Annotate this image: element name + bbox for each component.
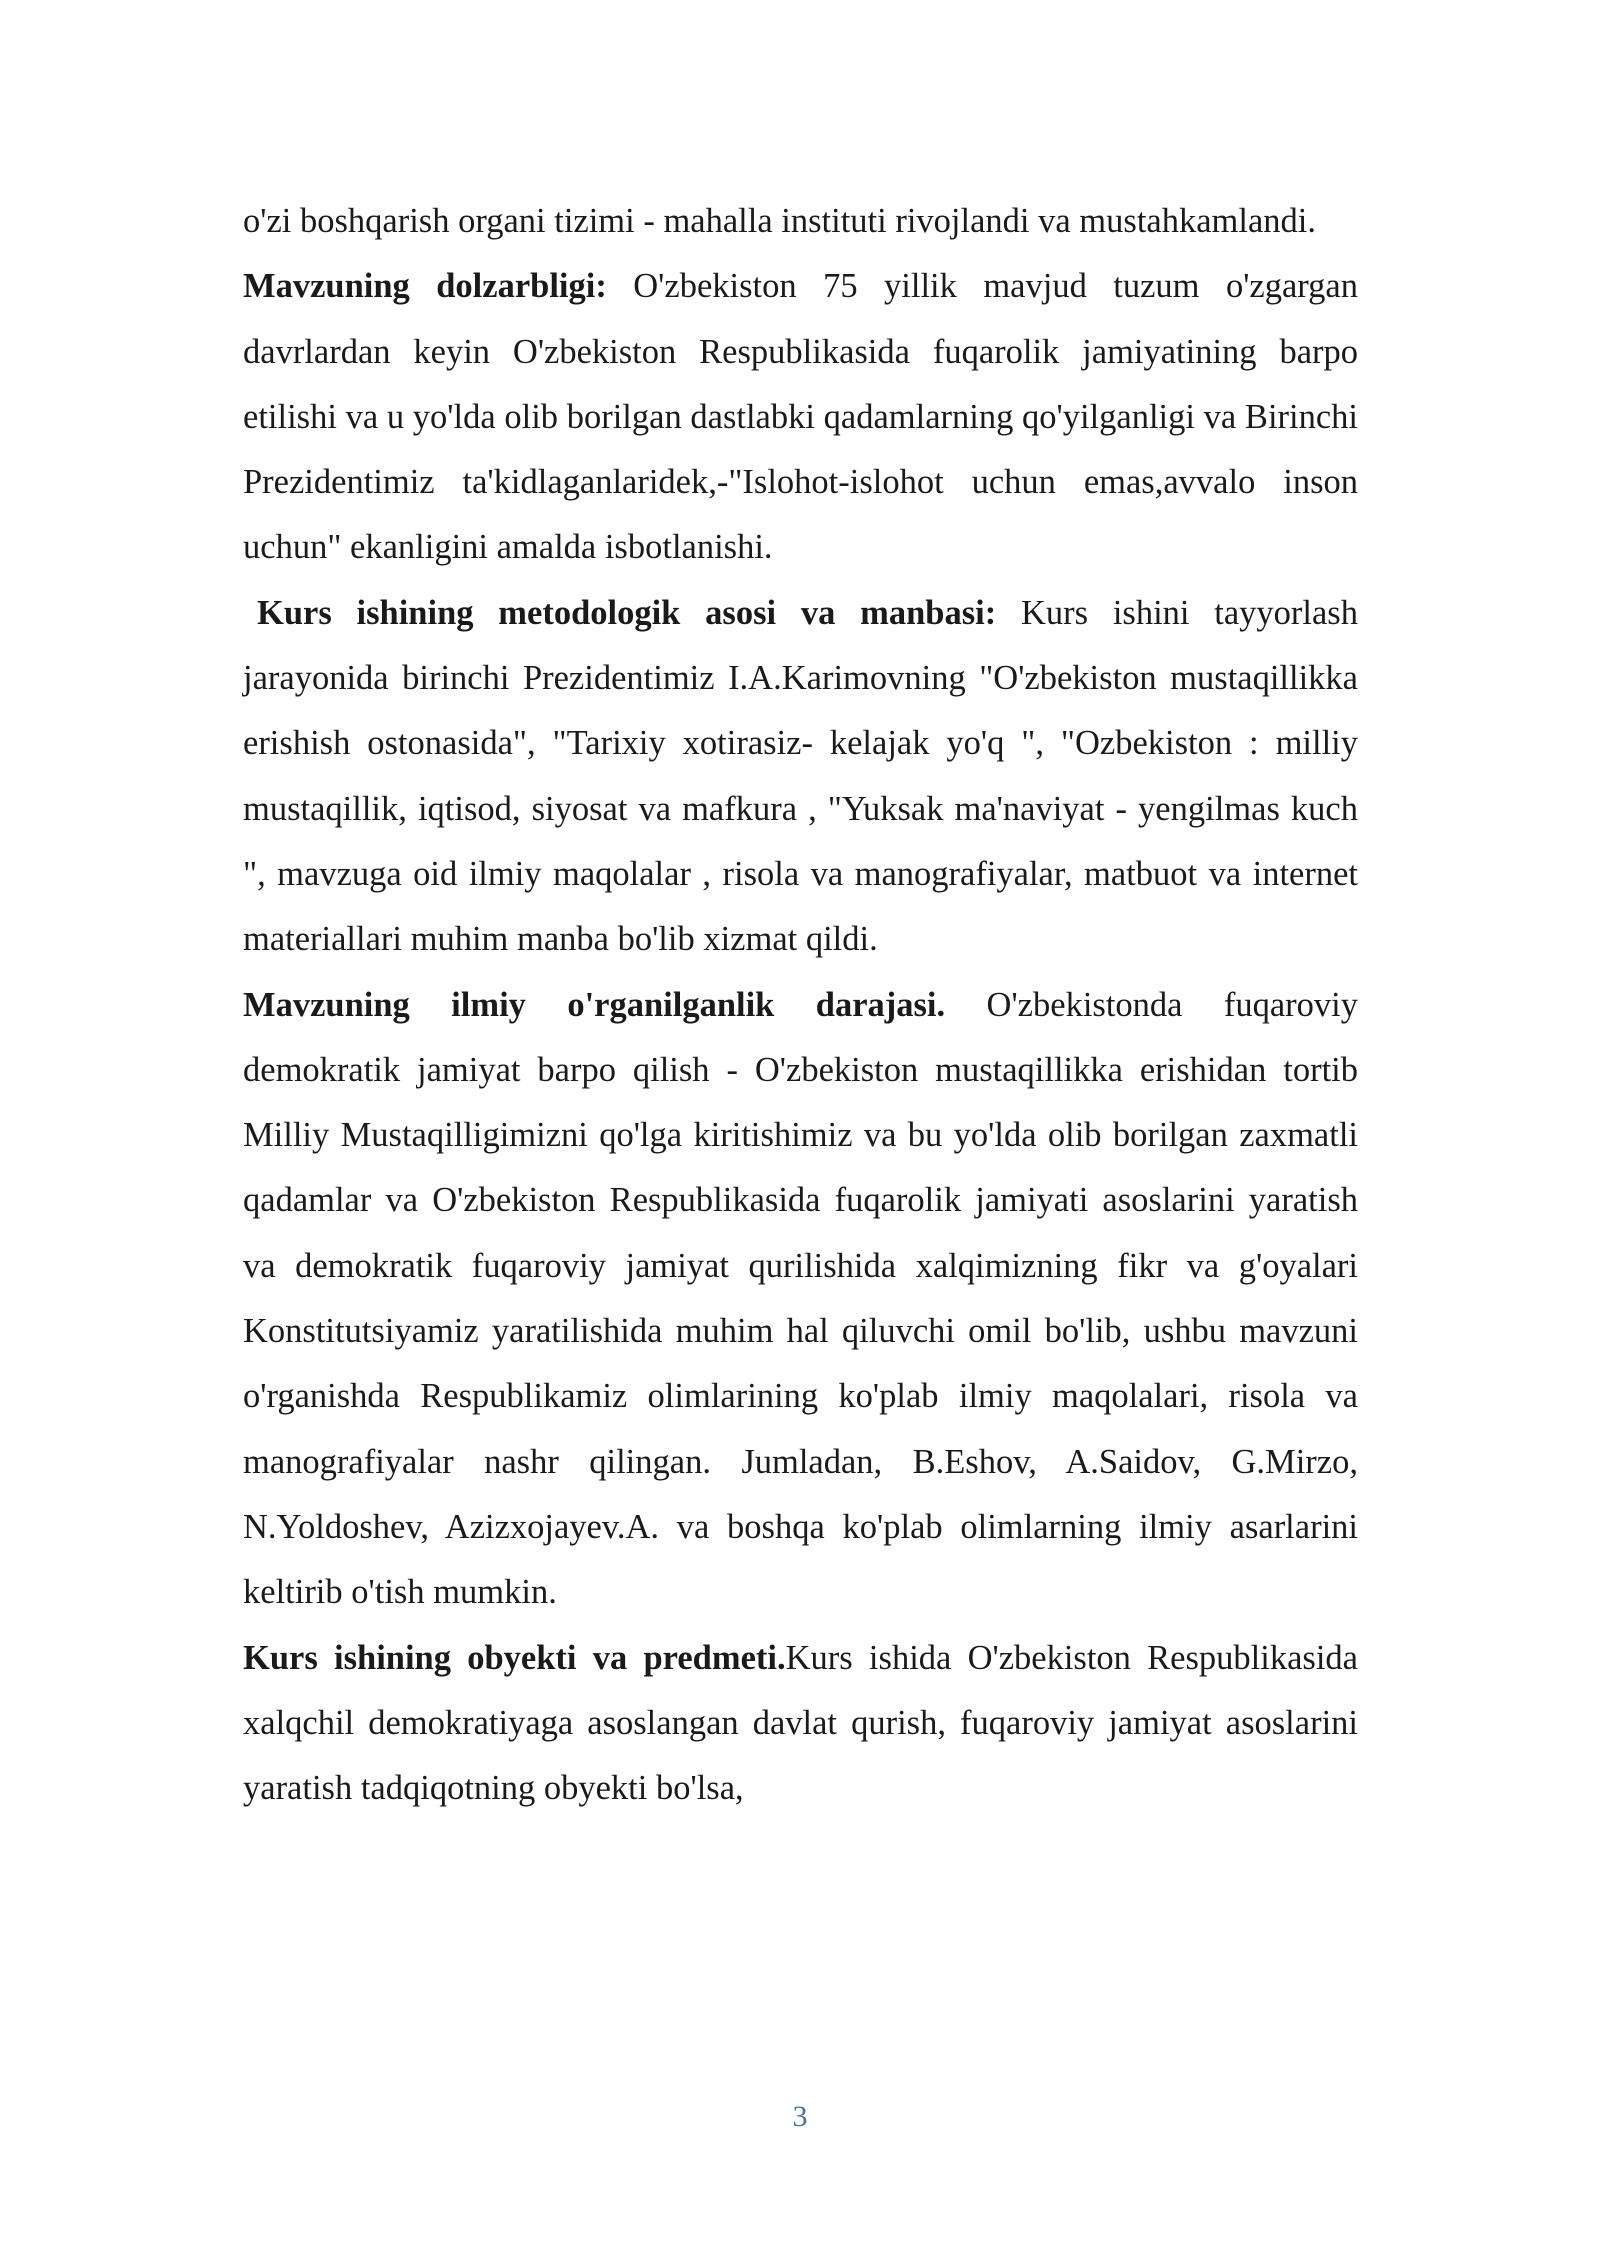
paragraph-heading: Mavzuning ilmiy o'rganilganlik darajasi. (243, 985, 946, 1024)
page-number: 3 (792, 2100, 808, 2133)
body-text (243, 189, 1358, 1821)
paragraph-text: o'zi boshqarish organi tizimi - mahalla instituti rivojlandi va mustahkamlandi. (243, 202, 1316, 240)
paragraph-object-subject (243, 1626, 1358, 1822)
paragraph-methodology (243, 581, 1358, 973)
paragraph-research-level (243, 973, 1358, 1626)
paragraph-intro (243, 189, 1358, 254)
paragraph-heading: Kurs ishining obyekti va predmeti. (243, 1638, 786, 1677)
paragraph-text: O'zbekistonda fuqaroviy demokratik jamiyat barpo qilish - O'zbekiston mustaqillikka erishidan tortib Milliy Mustaqilligimizni qo'lga kiritishimiz va bu yo'lda olib borilgan zaxmatli qadamlar va O'zbekiston Respublikasida fuqarolik jamiyati asoslarini yaratish va demokratik fuqaroviy jamiyat qurilishida xalqimizning fikr va g'oyalari Konstitutsiyamiz yaratilishida muhim hal qiluvchi omil bo'lib, ushbu mavzuni o'rganishda Respublikamiz olimlarining ko'plab ilmiy maqolalari, risola va manografiyalar nashr qilingan. Jumladan, B.Eshov, A.Saidov, G.Mirzo, N.Yoldoshev, Azizxojayev.A. va boshqa ko'plab olimlarning ilmiy asarlarini keltirib o'tish mumkin. (243, 985, 1358, 1612)
paragraph-text: Kurs ishini tayyorlash jarayonida birinchi Prezidentimiz I.A.Karimovning "O'zbekiston mustaqillikka erishish ostonasida", "Tarixiy xotirasiz- kelajak yo'q ", "Ozbekiston : milliy mustaqillik, iqtisod, siyosat va mafkura , "Yuksak ma'naviyat - yengilmas kuch ", mavzuga oid ilmiy maqolalar , risola va manografiyalar, matbuot va internet materiallari muhim manba bo'lib xizmat qildi. (243, 593, 1358, 959)
paragraph-heading: Mavzuning dolzarbligi: (243, 267, 607, 306)
paragraph-text: Kurs ishida O'zbekiston Respublikasida xalqchil demokratiyaga asoslangan davlat qurish, fuqaroviy jamiyat asoslarini yaratish tadqiqotning obyekti bo'lsa, (243, 1638, 1358, 1808)
paragraph-heading: Kurs ishining metodologik asosi va manbasi: (257, 593, 997, 632)
paragraph-text: O'zbekiston 75 yillik mavjud tuzum o'zgargan davrlardan keyin O'zbekiston Respublikasida fuqarolik jamiyatining barpo etilishi va u yo'lda olib borilgan dastlabki qadamlarning qo'yilganligi va Birinchi Prezidentimiz ta'kidlaganlaridek,-"Islohot-islohot uchun emas,avvalo inson uchun" ekanligini amalda isbotlanishi. (243, 267, 1358, 567)
paragraph-relevance (243, 254, 1358, 580)
